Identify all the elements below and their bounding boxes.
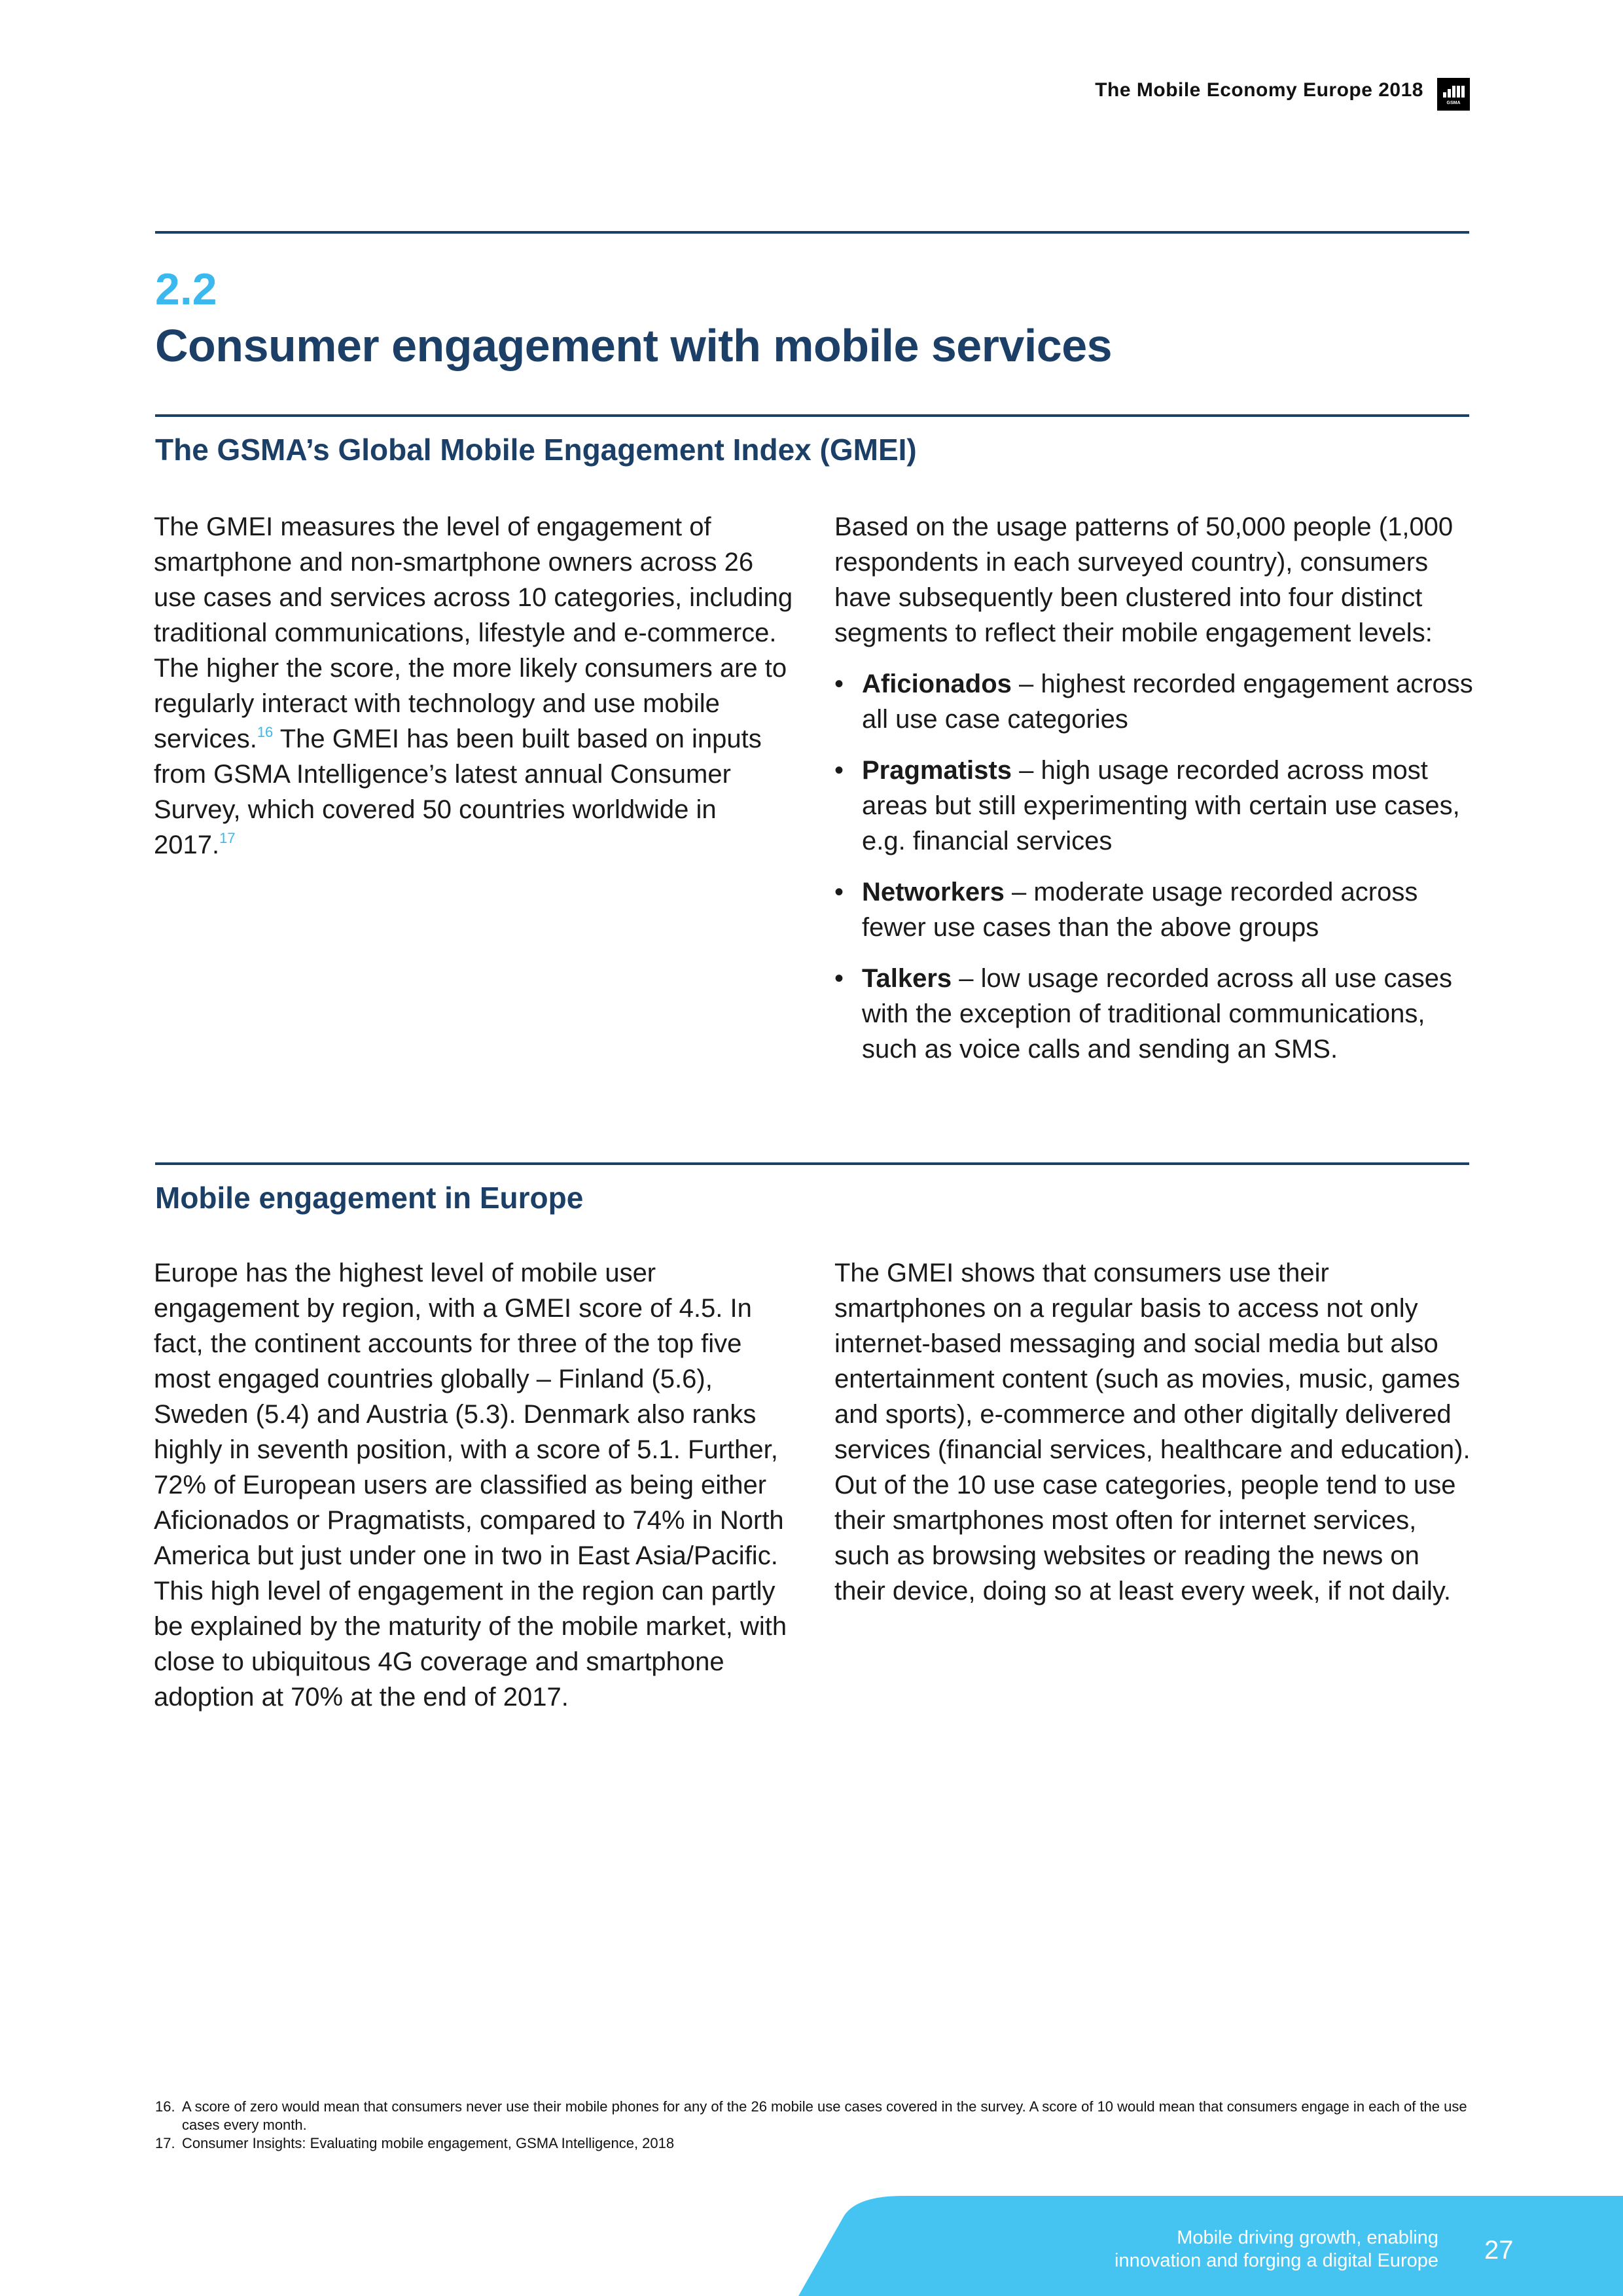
segment-item-aficionados: [834, 666, 1476, 737]
europe-heading: Mobile engagement in Europe: [155, 1181, 584, 1215]
footnote-17: [155, 2134, 1471, 2153]
segment-desc: – high usage recorded across most areas but still experimenting with certain use cases, e.g. financial services: [862, 756, 1460, 855]
segment-name: Talkers: [862, 964, 952, 993]
gmei-left-column: [154, 509, 802, 863]
segment-name: Aficionados: [862, 670, 1012, 698]
page-number: 27: [1484, 2236, 1514, 2265]
gmei-heading: The GSMA’s Global Mobile Engagement Index (GMEI): [155, 433, 917, 467]
bullet-icon: •: [834, 964, 844, 993]
segment-desc: – highest recorded engagement across all use case categories: [862, 670, 1473, 734]
segment-desc: – moderate usage recorded across fewer use cases than the above groups: [862, 878, 1418, 942]
segment-item-talkers: [834, 961, 1476, 1067]
bullet-icon: •: [834, 878, 844, 906]
europe-right-column: [834, 1255, 1476, 1609]
footnote-ref-17[interactable]: 17: [219, 830, 236, 846]
section-number: 2.2: [155, 264, 217, 314]
section-divider-top: [155, 231, 1469, 234]
footnote-number: 17.: [155, 2135, 175, 2151]
footnote-number: 16.: [155, 2098, 175, 2115]
footnote-ref-16[interactable]: 16: [257, 724, 274, 740]
segment-item-pragmatists: [834, 753, 1476, 859]
europe-left-column: [154, 1255, 802, 1715]
gmei-left-text-1: The GMEI measures the level of engagement of smartphone and non-smartphone owners across 26 use cases and services across 10 categories, including traditional communications, lifestyle and e-commerce. The higher the score, the more likely consumers are to regularly interact with technology and use mobile services.: [154, 512, 793, 753]
segment-item-networkers: [834, 874, 1476, 945]
gmei-left-paragraph: [154, 509, 802, 863]
footer-tagline-line-2: innovation and forging a digital Europe: [1115, 2250, 1438, 2271]
footer-tagline: [1115, 2227, 1438, 2272]
europe-right-paragraph: The GMEI shows that consumers use their smartphones on a regular basis to access not only internet-based messaging and social media but also entertainment content (such as movies, music, games and sports), e-commerce and other digitally delivered services (financial services, healthcare and education). Out of the 10 use case categories, people tend to use their smartphones most often for internet services, such as browsing websites or reading the news on their device, doing so at least every week, if not daily.: [834, 1259, 1471, 1605]
bullet-icon: •: [834, 670, 844, 698]
gsma-logo-icon: [1437, 78, 1470, 111]
segment-list: [834, 666, 1476, 1067]
gsma-logo-text: GSMA: [1446, 101, 1461, 105]
footer-tagline-line-1: Mobile driving growth, enabling: [1177, 2227, 1438, 2248]
footnote-text: Consumer Insights: Evaluating mobile engagement, GSMA Intelligence, 2018: [182, 2135, 675, 2151]
segment-name: Networkers: [862, 878, 1005, 906]
document-header-title: The Mobile Economy Europe 2018: [1095, 79, 1423, 101]
gmei-left-text-2: The GMEI has been built based on inputs from GSMA Intelligence’s latest annual Consumer Survey, which covered 50 countries worldwide in 2017.: [154, 725, 762, 859]
bullet-icon: •: [834, 756, 844, 785]
segment-name: Pragmatists: [862, 756, 1012, 785]
europe-left-paragraph: Europe has the highest level of mobile user engagement by region, with a GMEI score of 4.5. In fact, the continent accounts for three of the top five most engaged countries globally – Finland (5.6), Sweden (5.4) and Austria (5.3). Denmark also ranks highly in seventh position, with a score of 5.1. Further, 72% of European users are classified as being either Aficionados or Pragmatists, compared to 74% in North America but just under one in two in East Asia/Pacific. This high level of engagement in the region can partly be explained by the maturity of the mobile market, with close to ubiquitous 4G coverage and smartphone adoption at 70% at the end of 2017.: [154, 1259, 787, 1712]
segment-desc: – low usage recorded across all use cases with the exception of traditional communications, such as voice calls and sending an SMS.: [862, 964, 1452, 1064]
gmei-right-intro: Based on the usage patterns of 50,000 people (1,000 respondents in each surveyed country), consumers have subsequently been clustered into four distinct segments to reflect their mobile engagement levels:: [834, 512, 1454, 647]
footnote-text: A score of zero would mean that consumers never use their mobile phones for any of the 26 mobile use cases covered in the survey. A score of 10 would mean that consumers engage in each of the use cases every month.: [182, 2098, 1467, 2133]
footnotes: [155, 2098, 1471, 2153]
section-title: Consumer engagement with mobile services: [155, 320, 1113, 371]
gmei-divider: [155, 414, 1469, 417]
footnote-16: [155, 2098, 1471, 2134]
gmei-right-column: [834, 509, 1476, 1083]
europe-divider: [155, 1162, 1469, 1165]
